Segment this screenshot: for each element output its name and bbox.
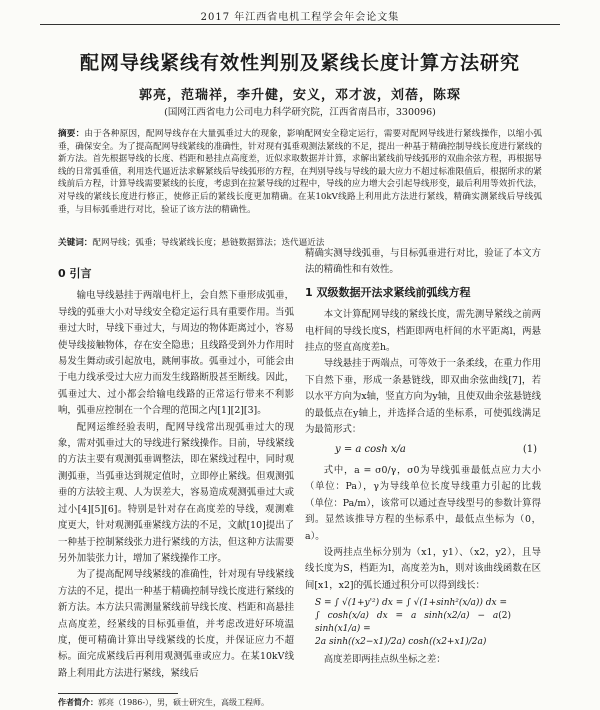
running-head: 2017 年江西省电机工程学会年会论文集 [200,12,400,23]
footnote-text: 郭亮（1986-），男，硕士研究生，高级工程师。 [98,698,270,707]
paragraph: 导线悬挂于两端点，可等效于一条柔线，在重力作用下自然下垂，形成一条悬链线，即双曲余弦曲线[7]，若以水平方向为x轴，竖直方向为y轴，且使双曲余弦悬链线的最低点在y轴上，并选择合适的坐标系，可使弧线满足为最简形式： [305,358,541,436]
section-heading-intro: 0 引言 [58,267,92,280]
equation-2-number: (2) [498,611,511,622]
paragraph: 本文计算配网导线的紧线长度，需先测导紧线之前两电杆间的导线长度S，档距即两电杆间的水平距离l，两悬挂点的竖直高度差h。 [305,309,541,354]
paragraph: 高度差即两挂点纵坐标之差： [323,654,446,666]
abstract [58,128,542,216]
left-column [58,260,294,682]
abstract-text: 由于各种原因，配网导线存在大量弧垂过大的现象，影响配网安全稳定运行，需要对配网导线进行紧线操作，以缩小弧垂，确保安全。为了提高配网导线紧线的准确性，针对现有弧垂观测法紧线的不足，提出一种基于精确控制导线长度进行紧线的新方法。首先根据导线的长度、档距和悬挂点高度差，近似求取数据并计算，求解出紧线前导线弧形的双曲余弦方程，再根据导线的日常弧垂值，利用迭代逼近法求解紧线后导线弧形的方程，在判别导线与导线的最大应力不超过标准限值后，根据所求的紧线前后方程，计算导线需要紧线的长度，考虑到在拉紧导线的过程中，导线的应力增大会引起导线形变，最后利用等效折代法，对导线的紧线长度进行修正，使修正后的紧线长度更加精确。在某10kV线路上利用此方法进行紧线，精确实测紧线后导线弧垂，与目标弧垂进行对比，验证了该方法的精确性。 [58,129,542,215]
equation-2 [315,597,541,649]
equation-2-line: S = ∫ √(1+y'²) dx = ∫ √(1+sinh²(x/a)) dx = [315,598,507,609]
author-list: 郭亮，范瑞祥，李升健，安义，邓才波，刘蓓，陈琛 [138,88,461,103]
paragraph: 设两挂点坐标分别为（x1，y1）、（x2，y2），且导线长度为S，档距为l，高度差为h，则对该曲线函数在区间[x1，x2]的弧长通过积分可以得到线长： [305,546,541,591]
equation-1 [305,442,541,458]
affiliation: (国网江西省电力公司电力科学研究院，江西省南昌市，330096) [164,107,436,118]
right-column [305,246,541,669]
header-rule [40,24,560,25]
equation-2-line: ∫ cosh(x/a) dx = a sinh(x2/a) − a sinh(x1/a) = [315,611,499,635]
author-footnote [58,697,538,708]
paragraph: 输电导线悬挂于两端电杆上，会自然下垂形成弧垂，导线的弧垂大小对导线安全稳定运行具有重要作用。当弧垂过大时，导线下垂过大，与周边的物体距离过小，容易使导线接触物体，存在安全隐患；且线路受到外力作用时易发生舞动或引起放电，跳闸事故。弧垂过小，可能会由于电力线承受过大应力而发生线路断股甚至断线。因此，弧垂过大、过小都会给输电线路的正常运行带来不利影响，弧垂应控制在一个合理的范围之内[1][2][3]。 [58,290,294,417]
equation-1-body: y = a cosh x/a [335,444,406,456]
equation-1-number: (1) [522,444,537,456]
keywords-label: 关键词： [58,238,93,248]
footnote-rule [58,693,178,694]
paragraph: 为了提高配网导线紧线的准确性，针对现有导线紧线方法的不足，提出一种基于精确控制导线长度进行紧线的新方法。本方法只需测量紧线前导线长度、档距和高悬挂点高度差，经紧线的目标弧垂值，并考虑改进好环境温度，便可精确计算出导线紧线的长度，并保证应力不超标。面完成紧线后再利用观测弧垂或应力。在某10kV线路上利用此方法进行紧线，紧线后 [58,569,294,679]
paragraph: 配网运维经验表明，配网导线常出现弧垂过大的现象，需对弧垂过大的导线进行紧线操作。目前，导线紧线的方法主要有观测弧垂调整法，即在紧线过程中，同时观测弧垂，当弧垂达到规定值时，立即停止紧线。但观测弧垂的方法较主观、人为误差大，容易造成观测弧垂过大或过小[4][5][6]。特别是针对存在高度差的导线，观测难度更大，针对观测弧垂紧线方法的不足，文献[10]提出了一种基于控制紧线张力进行紧线的方法，但这种方法需要另外加装张力计，增加了紧线操作工序。 [58,421,294,564]
equation-2-line: 2a sinh((x2−x1)/2a) cosh((x2+x1)/2a) [315,637,487,648]
abstract-label: 摘要： [58,129,85,139]
paragraph: 精确实测导线弧垂，与目标弧垂进行对比，验证了本文方法的精确性和有效性。 [305,248,541,276]
paragraph: 式中，a = σ0/γ，σ0为导线弧垂最低点应力大小（单位：Pa），γ为导线单位长度导线重力引起的比载（单位：Pa/m），该常可以通过查导线型号的参数计算得到。显然该推导方程的坐标系中，最低点坐标为（0，a）。 [305,464,541,542]
keywords-text: 配网导线；弧垂；导线紧线长度；悬链数据算法；迭代逼近法 [92,238,325,248]
footnote-label: 作者简介： [58,698,98,707]
paper-title: 配网导线紧线有效性判别及紧线长度计算方法研究 [79,52,520,74]
section-heading-1: 1 双级数据开法求紧线前弧线方程 [305,285,471,299]
